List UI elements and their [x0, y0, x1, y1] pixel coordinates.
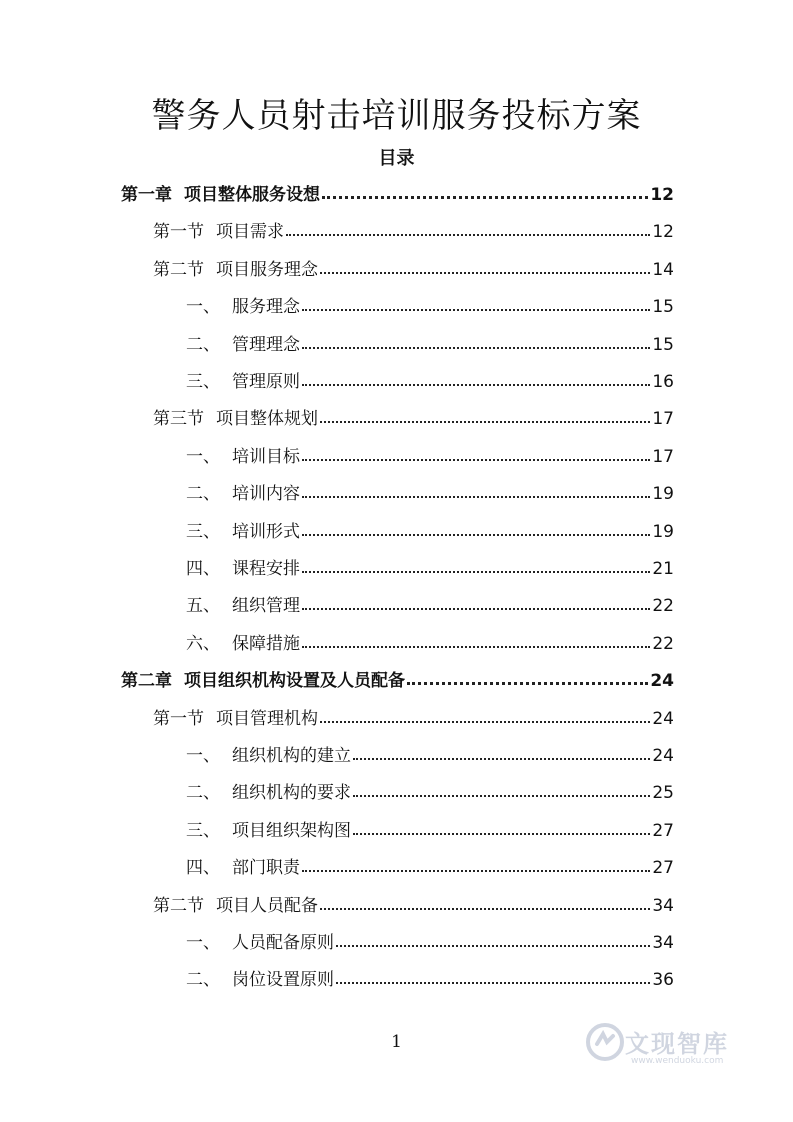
toc-entry-number: 三、 — [186, 372, 220, 392]
toc-entry-number: 第三节 — [153, 409, 204, 430]
toc-entry-label: 保障措施 — [232, 633, 300, 654]
toc-entry[interactable] — [186, 325, 674, 355]
toc-entry-number: 第二节 — [153, 895, 204, 916]
toc-entry-label: 管理理念 — [232, 334, 300, 355]
toc-entry[interactable] — [121, 661, 674, 691]
toc-entry-number: 第二节 — [153, 259, 204, 280]
toc-leader-dots — [302, 309, 650, 311]
toc-entry-page: 12 — [652, 222, 674, 243]
toc-leader-dots — [302, 459, 650, 461]
toc-leader-dots — [302, 608, 650, 610]
toc-leader-dots — [320, 721, 650, 723]
toc-entry-number: 第一节 — [153, 708, 204, 729]
toc-entry[interactable] — [153, 212, 674, 242]
toc-entry-number: 五、 — [186, 596, 220, 617]
toc-entry-page: 27 — [652, 858, 674, 879]
toc-entry-label: 项目人员配备 — [216, 895, 318, 916]
toc-entry-number: 四、 — [186, 559, 220, 579]
toc-entry-label: 项目服务理念 — [216, 259, 318, 280]
toc-entry-number: 六、 — [186, 633, 220, 654]
toc-entry[interactable] — [153, 399, 674, 429]
toc-entry-number: 三、 — [186, 521, 220, 542]
toc-entry-label: 项目管理机构 — [216, 708, 318, 729]
toc-entry-label: 项目整体服务设想 — [184, 185, 320, 205]
toc-entry[interactable] — [186, 474, 674, 504]
toc-entry-label: 项目整体规划 — [216, 409, 318, 430]
toc-entry-page: 24 — [652, 746, 674, 766]
toc-entry-page: 15 — [652, 334, 674, 355]
toc-entry-page: 17 — [652, 446, 674, 467]
toc-entry-label: 项目需求 — [216, 222, 284, 243]
toc-entry-number: 第一节 — [153, 222, 204, 243]
toc-entry[interactable] — [186, 624, 674, 654]
toc-entry[interactable] — [186, 287, 674, 317]
toc-entry-number: 一、 — [186, 297, 220, 318]
toc-entry[interactable] — [186, 736, 674, 766]
toc-entry-label: 服务理念 — [232, 297, 300, 318]
toc-heading: 目录 — [378, 148, 415, 169]
toc-entry-label: 部门职责 — [232, 858, 300, 879]
toc-leader-dots — [353, 758, 650, 760]
toc-leader-dots — [302, 496, 650, 498]
toc-entry-label: 项目组织架构图 — [232, 820, 351, 841]
toc-entry[interactable] — [186, 549, 674, 579]
toc-entry-page: 19 — [652, 521, 674, 542]
toc-entry-page: 19 — [652, 484, 674, 505]
toc-leader-dots — [336, 945, 650, 947]
toc-entry-page: 27 — [652, 820, 674, 841]
toc-entry-page: 36 — [652, 970, 674, 991]
toc-entry-label: 组织管理 — [232, 596, 300, 617]
toc-leader-dots — [353, 833, 650, 835]
toc-entry-label: 管理原则 — [232, 372, 300, 392]
toc-entry[interactable] — [153, 699, 674, 729]
toc-entry-page: 22 — [652, 596, 674, 617]
toc-entry-page: 21 — [652, 559, 674, 579]
toc-leader-dots — [302, 646, 650, 648]
toc-entry[interactable] — [186, 512, 674, 542]
toc-entry[interactable] — [153, 250, 674, 280]
toc-entry-number: 二、 — [186, 484, 220, 505]
toc-entry-page: 25 — [652, 783, 674, 804]
toc-entry-label: 组织机构的要求 — [232, 783, 351, 804]
toc-entry-number: 四、 — [186, 858, 220, 879]
toc-leader-dots — [407, 682, 648, 685]
toc-leader-dots — [302, 571, 650, 573]
toc-entry-page: 24 — [652, 708, 674, 729]
toc-entry-number: 二、 — [186, 783, 220, 804]
toc-entry-number: 第一章 — [121, 185, 172, 205]
toc-leader-dots — [302, 870, 650, 872]
page-number: 1 — [391, 1032, 402, 1052]
toc-entry[interactable] — [121, 175, 674, 205]
watermark-text: 文现智库 — [625, 1030, 729, 1058]
toc-leader-dots — [302, 347, 650, 349]
toc-entry-label: 岗位设置原则 — [232, 970, 334, 991]
toc-entry-page: 15 — [652, 297, 674, 318]
toc-entry-label: 培训内容 — [232, 484, 300, 505]
toc-entry-number: 二、 — [186, 334, 220, 355]
toc-entry-number: 一、 — [186, 746, 220, 766]
toc-entry-label: 组织机构的建立 — [232, 746, 351, 766]
toc-entry-label: 培训目标 — [232, 446, 300, 467]
toc-entry[interactable] — [186, 848, 674, 878]
toc-entry-number: 第二章 — [121, 671, 172, 692]
toc-entry-page: 17 — [652, 409, 674, 430]
toc-entry[interactable] — [153, 886, 674, 916]
watermark-url: www.wenduoku.com — [631, 1056, 724, 1066]
document-title: 警务人员射击培训服务投标方案 — [151, 96, 642, 136]
toc-leader-dots — [320, 421, 650, 423]
toc-leader-dots — [322, 196, 648, 199]
toc-entry-page: 14 — [652, 259, 674, 280]
toc-entry-number: 一、 — [186, 446, 220, 467]
toc-entry-label: 项目组织机构设置及人员配备 — [184, 671, 405, 692]
toc-entry-number: 三、 — [186, 820, 220, 841]
toc-leader-dots — [302, 384, 650, 386]
toc-entry-label: 课程安排 — [232, 559, 300, 579]
toc-entry[interactable] — [186, 811, 674, 841]
watermark-logo-icon — [585, 1022, 625, 1062]
watermark — [585, 1018, 765, 1078]
toc-entry-label: 人员配备原则 — [232, 933, 334, 953]
toc-entry-page: 22 — [652, 633, 674, 654]
toc-entry-page: 16 — [652, 372, 674, 392]
toc-entry-number: 一、 — [186, 933, 220, 953]
toc-leader-dots — [320, 908, 650, 910]
toc-entry[interactable] — [186, 437, 674, 467]
toc-leader-dots — [320, 272, 650, 274]
toc-entry[interactable] — [186, 773, 674, 803]
toc-entry[interactable] — [186, 960, 674, 990]
toc-leader-dots — [353, 795, 650, 797]
toc-entry-label: 培训形式 — [232, 521, 300, 542]
toc-leader-dots — [336, 982, 650, 984]
toc-entry-page: 24 — [650, 671, 674, 692]
toc-entry[interactable] — [186, 923, 674, 953]
toc-entry[interactable] — [186, 586, 674, 616]
toc-leader-dots — [302, 534, 650, 536]
toc-entry-number: 二、 — [186, 970, 220, 991]
toc-entry-page: 34 — [652, 933, 674, 953]
toc-entry-page: 12 — [650, 185, 674, 205]
toc-leader-dots — [286, 234, 650, 236]
toc-entry[interactable] — [186, 362, 674, 392]
toc-entry-page: 34 — [652, 895, 674, 916]
